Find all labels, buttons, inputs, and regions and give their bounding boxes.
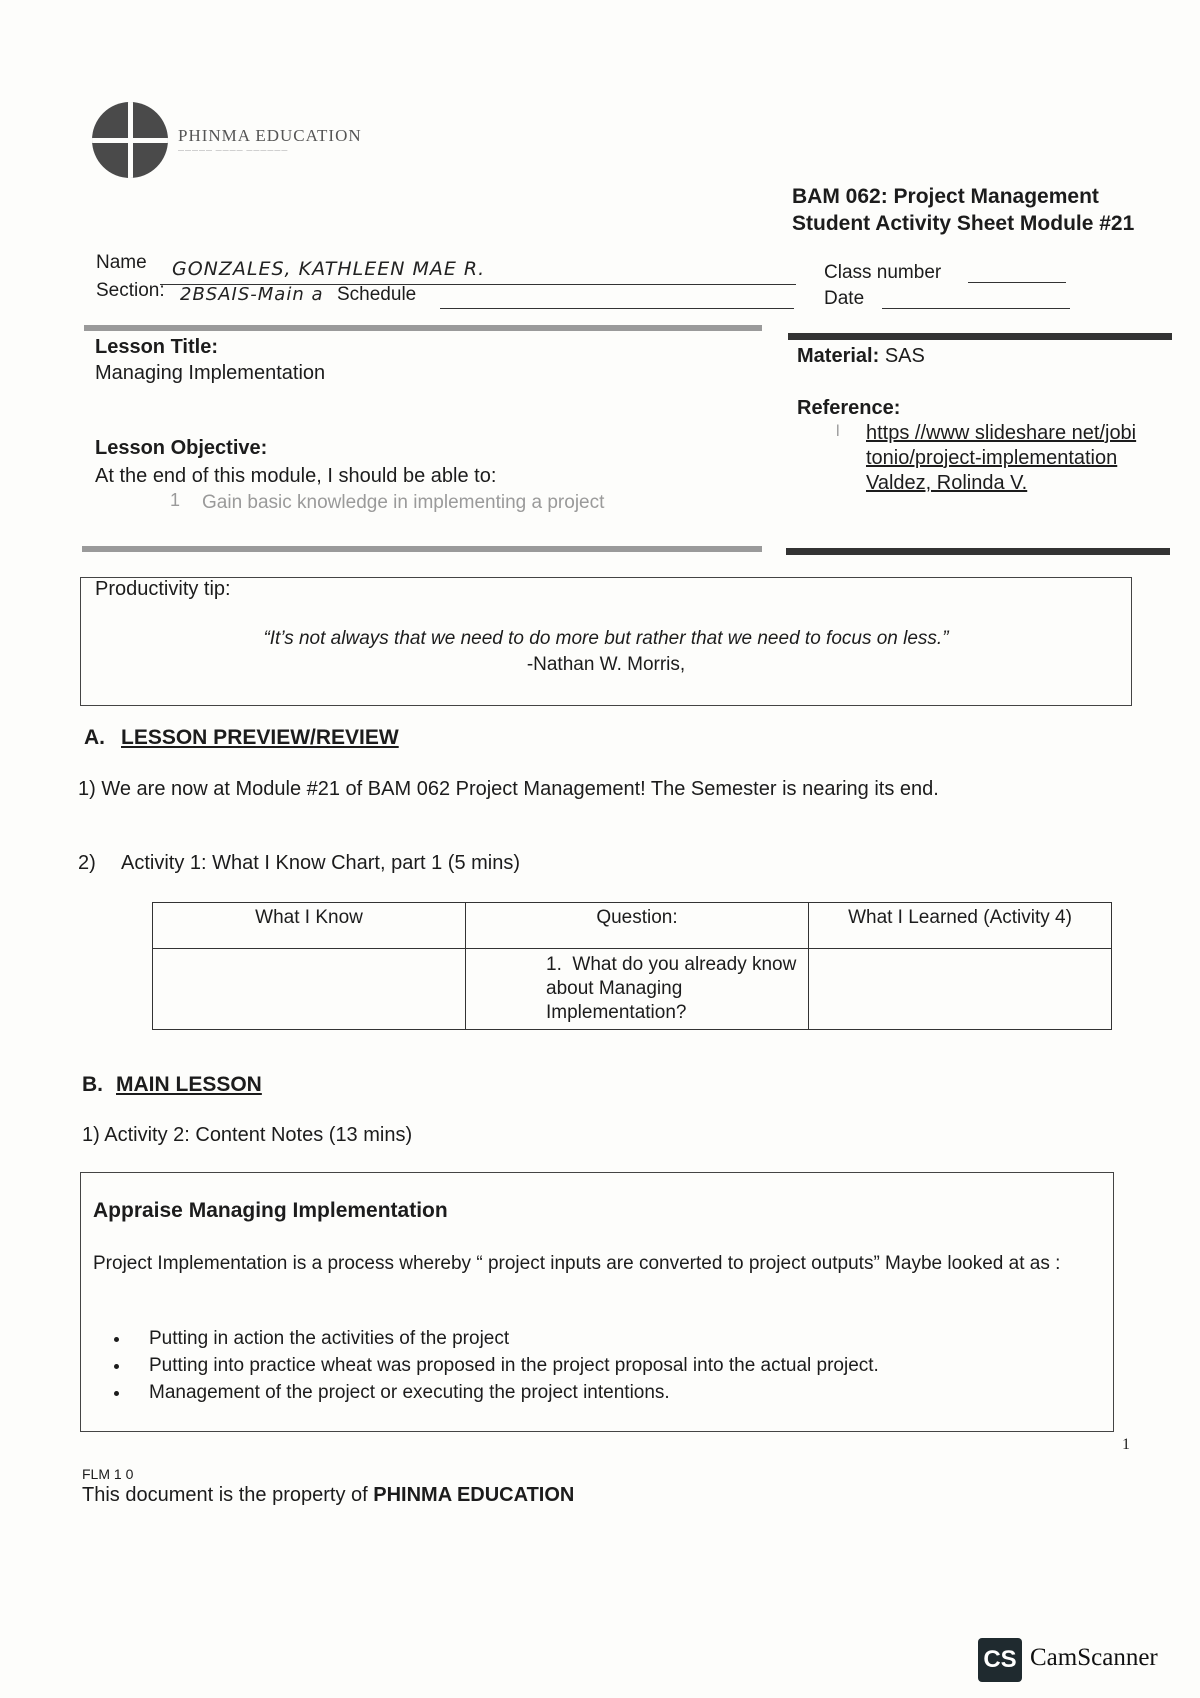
content-heading: Appraise Managing Implementation <box>93 1199 448 1222</box>
name-label: Name <box>96 252 147 273</box>
right-bottom-divider <box>786 548 1170 555</box>
class-number-label: Class number <box>824 262 942 283</box>
header-question: Question: <box>466 903 809 949</box>
what-i-learned-cell[interactable] <box>809 949 1112 1030</box>
name-value: GONZALES, KATHLEEN MAE R. <box>172 258 486 280</box>
lesson-objective-intro: At the end of this module, I should be able to: <box>95 465 497 487</box>
section-a-item2-number: 2) <box>78 852 96 874</box>
date-underline <box>882 308 1070 309</box>
section-a-item2: Activity 1: What I Know Chart, part 1 (5 mins) <box>121 852 521 874</box>
content-bullet-3: • Management of the project or executing the project intentions. <box>131 1379 1095 1406</box>
footer-property-text: This document is the property of <box>82 1484 374 1506</box>
sheet-title: Student Activity Sheet Module #21 <box>792 212 1135 235</box>
content-bullet-2: • Putting into practice wheat was proposed in the project proposal into the actual project. <box>131 1352 1095 1379</box>
reference-author: Valdez, Rolinda V. <box>866 472 1028 494</box>
schedule-underline <box>440 308 794 309</box>
productivity-tip-label: Productivity tip: <box>95 578 231 600</box>
section-label: Section: <box>96 280 165 301</box>
reference-link-line2[interactable]: tonio/project-implementation <box>866 447 1118 469</box>
content-paragraph: Project Implementation is a process whereby “ project inputs are converted to project outputs” Maybe looked at as : <box>93 1253 1061 1274</box>
reference-list <box>866 421 1136 496</box>
lesson-objective-label: Lesson Objective: <box>95 437 268 459</box>
right-top-divider <box>788 333 1172 340</box>
logo-tagline-mark: ————— ———— —————— <box>178 148 289 154</box>
content-notes-box <box>80 1172 1114 1432</box>
what-i-know-chart <box>152 902 1112 1030</box>
chart-header-row <box>153 903 1112 949</box>
header-what-i-learned: What I Learned (Activity 4) <box>809 903 1112 949</box>
material-label: Material: <box>797 345 880 367</box>
date-label: Date <box>824 288 865 309</box>
phinma-logo <box>92 98 482 178</box>
course-heading <box>792 183 1134 237</box>
section-b-letter: B. <box>82 1073 103 1096</box>
section-a-title: LESSON PREVIEW/REVIEW <box>121 726 399 749</box>
section-b-title: MAIN LESSON <box>116 1073 262 1096</box>
objective-number: 1 <box>170 490 181 510</box>
reference-bullet: l <box>836 423 840 440</box>
content-bullet-list <box>105 1325 1095 1406</box>
class-number-underline <box>968 282 1066 283</box>
schedule-label: Schedule <box>337 284 417 305</box>
section-a-item1: 1) We are now at Module #21 of BAM 062 Project Management! The Semester is nearing its end. <box>78 778 939 800</box>
question-text: What do you already know about Managing Implementation? <box>546 954 797 1023</box>
objective-item: Gain basic knowledge in implementing a project <box>202 492 605 513</box>
productivity-tip-box <box>80 577 1132 706</box>
page-number: 1 <box>1122 1436 1130 1453</box>
header-what-i-know: What I Know <box>153 903 466 949</box>
section-a-letter: A. <box>84 726 105 749</box>
phinma-logo-icon <box>92 102 168 178</box>
footer-property <box>82 1484 574 1507</box>
camscanner-badge-icon: CS <box>978 1638 1022 1682</box>
section-value: 2BSAIS-Main a <box>180 284 324 305</box>
section-b-item1: 1) Activity 2: Content Notes (13 mins) <box>82 1124 413 1146</box>
reference-label: Reference: <box>797 397 901 419</box>
footer-code: FLM 1 0 <box>82 1466 134 1482</box>
camscanner-text: CamScanner <box>1030 1644 1158 1671</box>
question-cell <box>466 949 809 1030</box>
what-i-know-cell[interactable] <box>153 949 466 1030</box>
productivity-quote: “It’s not always that we need to do more but rather that we need to focus on less.” <box>263 628 949 649</box>
logo-text: PHINMA EDUCATION <box>178 126 362 145</box>
lesson-title: Managing Implementation <box>95 362 326 384</box>
question-number: 1. <box>546 954 562 975</box>
footer-property-company: PHINMA EDUCATION <box>373 1484 575 1506</box>
course-title: BAM 062: Project Management <box>792 185 1099 208</box>
left-bottom-divider <box>82 546 762 552</box>
lesson-title-label: Lesson Title: <box>95 336 218 358</box>
left-top-divider <box>84 325 762 331</box>
chart-row <box>153 949 1112 1030</box>
material-value: SAS <box>884 345 925 367</box>
material-line <box>797 345 925 368</box>
quote-author: -Nathan W. Morris, <box>526 654 686 675</box>
reference-link-line1[interactable]: https //www slideshare net/jobi <box>866 422 1137 444</box>
content-bullet-1: • Putting in action the activities of the project <box>131 1325 1095 1352</box>
